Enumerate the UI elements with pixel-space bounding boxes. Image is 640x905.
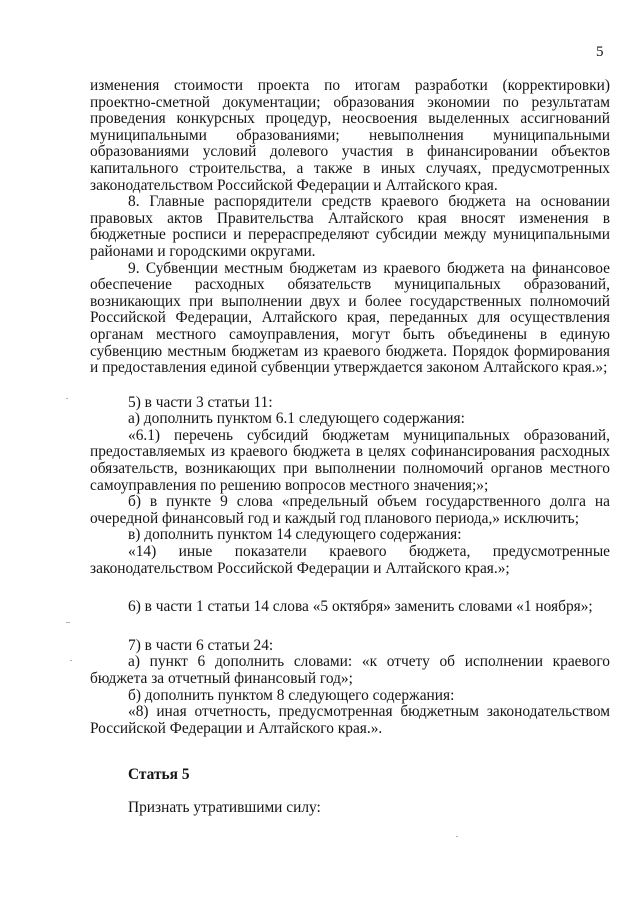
amendment-item-5: 5) в части 3 статьи 11:: [128, 393, 273, 411]
document-body: [90, 78, 610, 817]
quote-14: «14) иные показатели краевого бюджета, предусмотренные законодательством Российской Федерации и Алтайского края.»;: [90, 543, 610, 577]
scan-speck: [66, 398, 68, 399]
quote-6-1: «6.1) перечень субсидий бюджетам муниципальных образований, предоставляемых из краевого бюджета в целях софинансирования расходных обязательств, возникающих при выполнении полномочий органов местного самоуправления по решению вопросов местного значения;»;: [90, 426, 610, 494]
quote-8: «8) иная отчетность, предусмотренная бюджетным законодательством Российской Федерации и Алтайского края.».: [90, 703, 610, 737]
paragraph-9: 9. Субвенции местным бюджетам из краевого бюджета на финансовое обеспечение расходных обязательств муниципальных образований, возникающих при выполнении двух и более государственных полномочий Российской Федерации, Алтайского края, переданных для осуществления органам местного самоуправления, могут быть объединены в единую субвенцию местным бюджетам из краевого бюджета. Порядок формирования и предоставления единой субвенции утверждается законом Алтайского края.»;: [90, 259, 610, 377]
scan-speck: [456, 836, 458, 837]
subitem-a-7: а) пункт 6 дополнить словами: «к отчету об исполнении краевого бюджета за отчетный финансовый год»;: [90, 653, 610, 687]
article-heading: Статья 5: [128, 766, 190, 784]
subitem-v: в) дополнить пунктом 14 следующего содержания:: [128, 526, 462, 544]
scan-speck: [70, 660, 72, 661]
amendment-item-6: 6) в части 1 статьи 14 слова «5 октября» заменить словами «1 ноября»;: [128, 598, 593, 616]
paragraph-continuation: изменения стоимости проекта по итогам разработки (корректировки) проектно-сметной документации; образования экономии по результатам проведения конкурсных процедур, неосвоения выделенных ассигнований муниципальными образованиями; невыполнения муниципальными образованиями условий долевого участия в финансировании объектов капитального строительства, а также в иных случаях, предусмотренных законодательством Российской Федерации и Алтайского края.: [90, 77, 610, 194]
paragraph-8: 8. Главные распорядители средств краевого бюджета на основании правовых актов Правительства Алтайского края вносят изменения в бюджетные росписи и перераспределяют субсидии между муниципальными районами и городскими округами.: [90, 193, 610, 260]
amendment-item-7: 7) в части 6 статьи 24:: [128, 636, 274, 654]
scan-speck: [66, 622, 70, 623]
subitem-b-7: б) дополнить пунктом 8 следующего содержания:: [128, 686, 455, 704]
subitem-b: б) в пункте 9 слова «предельный объем государственного долга на очередной финансовый год и каждый год планового периода,» исключить;: [90, 493, 610, 527]
repeal-intro: Признать утратившими силу:: [128, 798, 321, 816]
page-number: 5: [596, 44, 604, 60]
subitem-a: а) дополнить пунктом 6.1 следующего содержания:: [128, 410, 465, 428]
